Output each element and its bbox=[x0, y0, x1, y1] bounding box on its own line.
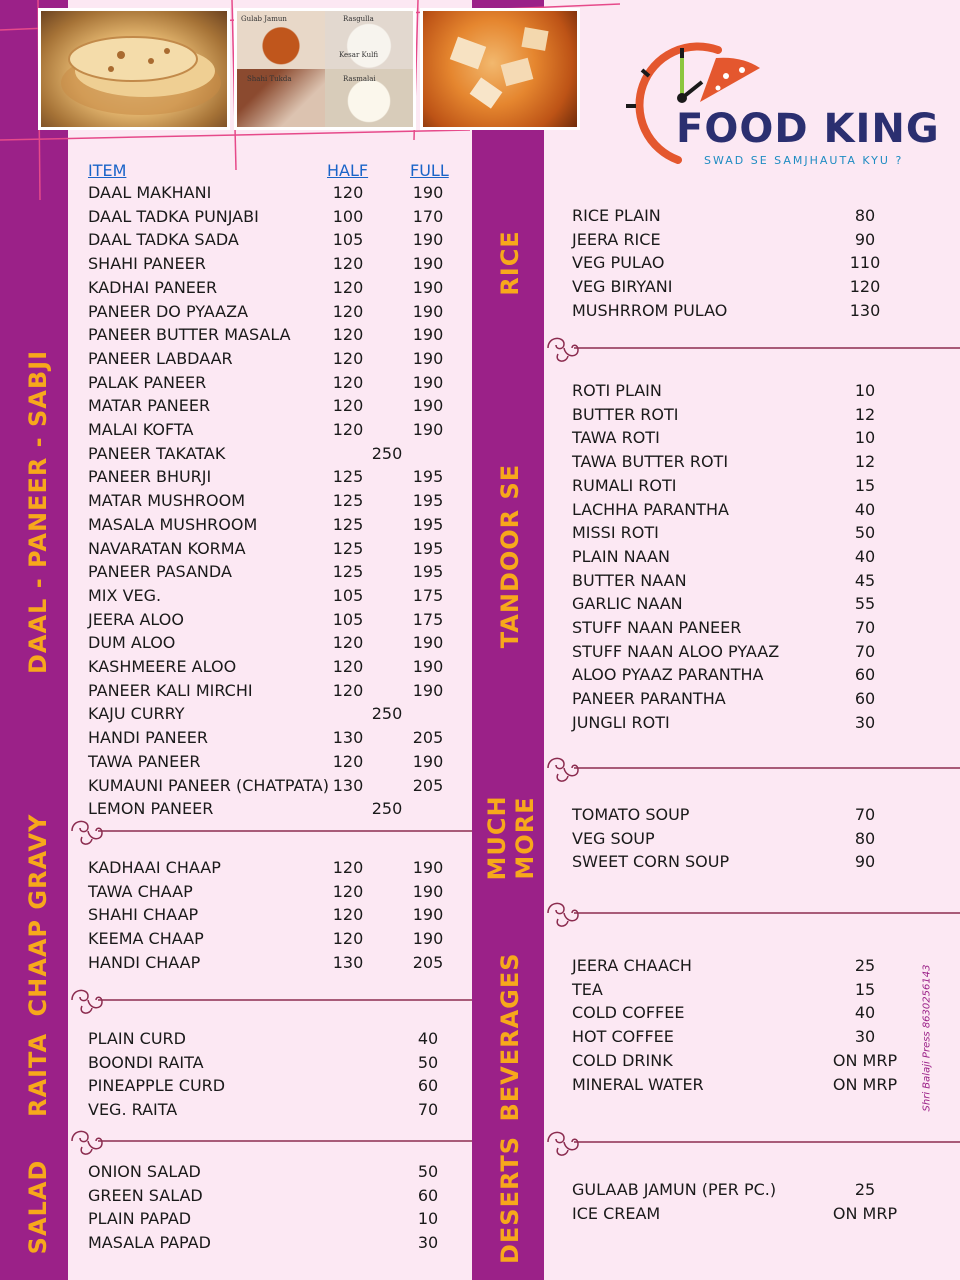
item-name: PANEER BUTTER MASALA bbox=[88, 325, 291, 345]
item-price-full: 60 bbox=[417, 1076, 439, 1096]
item-name: MUSHRROM PULAO bbox=[572, 300, 728, 320]
item-price: 25 bbox=[854, 956, 876, 975]
menu-item-row bbox=[572, 663, 932, 687]
menu-item-row bbox=[88, 465, 468, 489]
item-name: SWEET CORN SOUP bbox=[572, 852, 730, 872]
menu-item-row bbox=[88, 631, 468, 655]
item-price-half: 120 bbox=[332, 929, 364, 949]
item-price-full: 190 bbox=[412, 633, 444, 653]
item-price-full: 205 bbox=[412, 952, 444, 972]
menu-item-row bbox=[88, 726, 468, 750]
menu-item-row bbox=[88, 371, 468, 395]
section-label-rice: RICE bbox=[496, 230, 524, 296]
item-name: GULAAB JAMUN (PER PC.) bbox=[572, 1180, 777, 1199]
item-price: 40 bbox=[854, 499, 876, 519]
menu-item-row bbox=[88, 489, 468, 513]
item-name: PLAIN CURD bbox=[88, 1029, 186, 1048]
item-price: 90 bbox=[854, 852, 876, 872]
menu-item-row bbox=[88, 347, 468, 371]
item-name: VEG BIRYANI bbox=[572, 277, 673, 297]
swirl-ornament-icon bbox=[72, 1131, 102, 1154]
menu-item-row bbox=[572, 450, 932, 474]
item-price-half: 120 bbox=[332, 881, 364, 901]
item-price-half: 125 bbox=[332, 491, 364, 511]
item-name: KEEMA CHAAP bbox=[88, 929, 204, 949]
swirl-ornament-icon bbox=[72, 821, 102, 844]
menu-item-row bbox=[88, 228, 468, 252]
item-price: 25 bbox=[854, 1180, 876, 1199]
item-price-full: 170 bbox=[412, 206, 444, 226]
item-price-half: 105 bbox=[332, 585, 364, 605]
swirl-ornament-icon bbox=[548, 903, 578, 926]
menu-item-row bbox=[88, 880, 468, 904]
item-price: 15 bbox=[854, 475, 876, 495]
item-name: STUFF NAAN PANEER bbox=[572, 618, 742, 637]
menu-item-row bbox=[88, 702, 468, 726]
menu-item-row bbox=[572, 474, 932, 498]
item-price: 55 bbox=[854, 594, 876, 614]
menu-item-row bbox=[572, 299, 932, 323]
item-name: COLD DRINK bbox=[572, 1050, 673, 1070]
menu-item-row bbox=[572, 569, 932, 593]
item-price-half: 130 bbox=[332, 775, 364, 795]
item-price-half: 120 bbox=[332, 396, 364, 416]
item-name: BUTTER NAAN bbox=[572, 570, 687, 590]
item-price-half: 120 bbox=[332, 420, 364, 439]
item-price-full: 190 bbox=[412, 372, 444, 392]
item-price: 70 bbox=[854, 618, 876, 637]
item-name: ONION SALAD bbox=[88, 1162, 201, 1181]
item-name: MISSI ROTI bbox=[572, 523, 659, 543]
section-label-chaap-gravy: CHAAP GRAVY bbox=[24, 813, 52, 1017]
item-name: VEG SOUP bbox=[572, 828, 655, 848]
item-name: STUFF NAAN ALOO PYAAZ bbox=[572, 641, 780, 661]
section-label-salad: SALAD bbox=[24, 1159, 52, 1255]
menu-item-row bbox=[572, 228, 932, 252]
item-price-half: 120 bbox=[332, 680, 364, 700]
item-price: 130 bbox=[849, 300, 881, 320]
item-name: TEA bbox=[572, 979, 603, 999]
menu-item-row bbox=[88, 951, 468, 975]
item-name: GARLIC NAAN bbox=[572, 594, 683, 614]
item-price-full: 195 bbox=[412, 538, 444, 558]
section-divider bbox=[68, 1123, 472, 1159]
menu-item-row bbox=[88, 181, 468, 205]
menu-item-row bbox=[572, 204, 932, 228]
item-price: 90 bbox=[854, 229, 876, 249]
item-name: JEERA RICE bbox=[572, 229, 661, 249]
item-name: JEERA ALOO bbox=[88, 609, 184, 629]
item-price-half: 120 bbox=[332, 277, 364, 297]
menu-item-row bbox=[572, 687, 932, 711]
item-price-full: 60 bbox=[417, 1185, 439, 1205]
item-price-half: 120 bbox=[332, 325, 364, 345]
menu-item-row bbox=[572, 1049, 932, 1073]
item-name: SHAHI CHAAP bbox=[88, 905, 199, 925]
item-name: TAWA BUTTER ROTI bbox=[572, 452, 729, 472]
item-price: 12 bbox=[854, 452, 876, 472]
item-price: 110 bbox=[849, 253, 881, 273]
item-name: BUTTER ROTI bbox=[572, 404, 679, 424]
menu-item-row bbox=[572, 275, 932, 299]
photo-caption: Shahi Tukda bbox=[247, 75, 292, 83]
item-name: TOMATO SOUP bbox=[572, 805, 690, 824]
photo-caption: Gulab Jamun bbox=[241, 15, 287, 23]
item-name: KUMAUNI PANEER (CHATPATA) bbox=[88, 775, 329, 795]
item-price-half: 125 bbox=[332, 467, 364, 487]
item-price-half: 120 bbox=[332, 633, 364, 653]
item-price: 80 bbox=[854, 206, 876, 225]
brand-tagline: SWAD SE SAMJHAUTA KYU ? bbox=[704, 154, 904, 167]
menu-item-row bbox=[88, 1051, 468, 1075]
menu-item-row bbox=[88, 679, 468, 703]
item-name: PANEER PARANTHA bbox=[572, 689, 726, 709]
section-divider bbox=[68, 813, 472, 849]
item-name: RICE PLAIN bbox=[572, 206, 661, 225]
item-name: KADHAI PANEER bbox=[88, 277, 218, 297]
swirl-ornament-icon bbox=[548, 758, 578, 781]
item-price: 45 bbox=[854, 570, 876, 590]
column-header-item: ITEM bbox=[88, 161, 127, 180]
sweets-collage-photo bbox=[234, 8, 416, 130]
item-price-half: 100 bbox=[332, 206, 364, 226]
item-name: TAWA PANEER bbox=[88, 751, 201, 771]
item-name: LACHHA PARANTHA bbox=[572, 499, 729, 519]
brand-name: FOOD KING bbox=[676, 106, 940, 152]
item-name: ROTI PLAIN bbox=[572, 381, 662, 400]
menu-item-row bbox=[88, 608, 468, 632]
menu-item-row bbox=[88, 537, 468, 561]
menu-item-row bbox=[88, 1098, 468, 1122]
item-name: SHAHI PANEER bbox=[88, 254, 206, 274]
item-name: BOONDI RAITA bbox=[88, 1052, 204, 1072]
item-price-half: 120 bbox=[332, 657, 364, 676]
item-price-full: 190 bbox=[412, 277, 444, 297]
photo-caption: Rasmalai bbox=[343, 75, 376, 83]
item-price-half: 120 bbox=[332, 905, 364, 925]
item-name: JUNGLI ROTI bbox=[572, 712, 670, 732]
item-price: 30 bbox=[854, 712, 876, 732]
item-name: GREEN SALAD bbox=[88, 1185, 203, 1205]
item-name: KADHAAI CHAAP bbox=[88, 858, 221, 877]
menu-item-row bbox=[572, 640, 932, 664]
menu-item-row bbox=[88, 276, 468, 300]
menu-item-row bbox=[572, 251, 932, 275]
menu-item-row bbox=[572, 978, 932, 1002]
item-price: 70 bbox=[854, 641, 876, 661]
item-price-full: 190 bbox=[412, 183, 444, 202]
item-price-half: 105 bbox=[332, 609, 364, 629]
item-price: 10 bbox=[854, 381, 876, 400]
section-divider bbox=[544, 895, 960, 931]
item-price-half: 125 bbox=[332, 514, 364, 534]
item-price: 250 bbox=[371, 704, 403, 724]
item-name: DAAL TADKA SADA bbox=[88, 230, 239, 250]
item-name: MINERAL WATER bbox=[572, 1074, 704, 1094]
menu-item-row bbox=[572, 545, 932, 569]
menu-item-row bbox=[572, 1073, 932, 1097]
item-price-half: 105 bbox=[332, 230, 364, 250]
item-price: ON MRP bbox=[832, 1074, 898, 1094]
photo-caption: Rasgulla bbox=[343, 15, 374, 23]
menu-item-row bbox=[572, 803, 932, 827]
swirl-ornament-icon bbox=[548, 338, 578, 361]
menu-item-row bbox=[88, 252, 468, 276]
item-price: 30 bbox=[854, 1027, 876, 1047]
menu-item-row bbox=[572, 711, 932, 735]
item-price: 250 bbox=[371, 443, 403, 463]
item-price: 60 bbox=[854, 665, 876, 685]
item-name: MATAR PANEER bbox=[88, 396, 211, 416]
item-price: 40 bbox=[854, 546, 876, 566]
menu-item-row bbox=[88, 394, 468, 418]
item-name: HOT COFFEE bbox=[572, 1027, 674, 1047]
item-price-full: 205 bbox=[412, 775, 444, 795]
item-price-full: 175 bbox=[412, 585, 444, 605]
item-price-full: 195 bbox=[412, 467, 444, 487]
item-price-full: 30 bbox=[417, 1233, 439, 1253]
menu-item-row bbox=[88, 856, 468, 880]
section-label-daal-paneer-sabji: DAAL - PANEER - SABJI bbox=[24, 349, 52, 675]
section-label-much: MUCH bbox=[483, 795, 511, 881]
item-name: PINEAPPLE CURD bbox=[88, 1076, 226, 1096]
section-divider bbox=[544, 330, 960, 366]
item-name: HANDI CHAAP bbox=[88, 952, 201, 972]
swirl-ornament-icon bbox=[548, 1132, 578, 1155]
menu-item-row bbox=[572, 403, 932, 427]
item-price: 80 bbox=[854, 828, 876, 848]
item-name: LEMON PANEER bbox=[88, 799, 214, 819]
item-price-full: 190 bbox=[412, 396, 444, 416]
item-price-full: 70 bbox=[417, 1100, 439, 1120]
menu-item-row bbox=[572, 1025, 932, 1049]
item-price: 250 bbox=[371, 799, 403, 819]
item-name: PANEER DO PYAAZA bbox=[88, 301, 249, 321]
menu-item-row bbox=[572, 1202, 932, 1226]
item-price-full: 190 bbox=[412, 751, 444, 771]
menu-item-row bbox=[88, 1184, 468, 1208]
item-price: 10 bbox=[854, 428, 876, 448]
item-price-full: 190 bbox=[412, 301, 444, 321]
menu-item-row bbox=[572, 379, 932, 403]
menu-item-row bbox=[88, 774, 468, 798]
item-name: KASHMEERE ALOO bbox=[88, 657, 237, 676]
section-divider bbox=[544, 750, 960, 786]
item-name: PANEER LABDAAR bbox=[88, 348, 233, 368]
swirl-ornament-icon bbox=[72, 990, 102, 1013]
item-price-half: 125 bbox=[332, 562, 364, 582]
menu-item-row bbox=[88, 300, 468, 324]
naan-photo bbox=[38, 8, 230, 130]
item-price: ON MRP bbox=[832, 1050, 898, 1070]
item-price-full: 40 bbox=[417, 1029, 439, 1048]
item-price-half: 120 bbox=[332, 183, 364, 202]
menu-item-row bbox=[88, 205, 468, 229]
item-price-full: 190 bbox=[412, 905, 444, 925]
menu-item-row bbox=[88, 442, 468, 466]
item-price-full: 10 bbox=[417, 1209, 439, 1229]
menu-item-row bbox=[88, 1231, 468, 1255]
item-price-full: 190 bbox=[412, 420, 444, 439]
item-price-half: 120 bbox=[332, 301, 364, 321]
item-name: VEG. RAITA bbox=[88, 1100, 178, 1120]
item-price-full: 190 bbox=[412, 348, 444, 368]
item-name: PANEER PASANDA bbox=[88, 562, 232, 582]
menu-item-row bbox=[572, 954, 932, 978]
item-price: 120 bbox=[849, 277, 881, 297]
menu-item-row bbox=[88, 903, 468, 927]
item-name: PLAIN NAAN bbox=[572, 546, 670, 566]
section-divider bbox=[544, 1124, 960, 1160]
item-name: MALAI KOFTA bbox=[88, 420, 194, 439]
item-name: JEERA CHAACH bbox=[572, 956, 692, 975]
item-price-half: 120 bbox=[332, 254, 364, 274]
menu-item-row bbox=[88, 418, 468, 442]
item-price-full: 190 bbox=[412, 881, 444, 901]
item-name: DUM ALOO bbox=[88, 633, 176, 653]
menu-item-row bbox=[572, 426, 932, 450]
item-price-full: 190 bbox=[412, 929, 444, 949]
item-name: COLD COFFEE bbox=[572, 1003, 685, 1023]
section-divider bbox=[68, 982, 472, 1018]
section-label-deserts: DESERTS bbox=[496, 1135, 524, 1265]
item-price-full: 195 bbox=[412, 514, 444, 534]
item-price-half: 120 bbox=[332, 372, 364, 392]
item-price: 40 bbox=[854, 1003, 876, 1023]
item-name: MASALA MUSHROOM bbox=[88, 514, 258, 534]
item-name: HANDI PANEER bbox=[88, 728, 208, 748]
menu-item-row bbox=[572, 827, 932, 851]
menu-item-row bbox=[572, 850, 932, 874]
item-price: 50 bbox=[854, 523, 876, 543]
column-header-half: HALF bbox=[327, 161, 369, 180]
menu-item-row bbox=[88, 1027, 468, 1051]
item-price: ON MRP bbox=[832, 1203, 898, 1223]
menu-item-row bbox=[88, 1160, 468, 1184]
item-name: ALOO PYAAZ PARANTHA bbox=[572, 665, 764, 685]
item-name: PANEER TAKATAK bbox=[88, 443, 226, 463]
menu-item-row bbox=[572, 498, 932, 522]
item-name: PANEER BHURJI bbox=[88, 467, 212, 487]
item-name: TAWA CHAAP bbox=[88, 881, 193, 901]
menu-item-row bbox=[88, 584, 468, 608]
item-name: ICE CREAM bbox=[572, 1203, 661, 1223]
item-name: DAAL TADKA PUNJABI bbox=[88, 206, 259, 226]
item-price-full: 190 bbox=[412, 230, 444, 250]
item-price-full: 50 bbox=[417, 1162, 439, 1181]
menu-item-row bbox=[88, 513, 468, 537]
section-label-raita: RAITA bbox=[24, 1032, 52, 1118]
item-price-full: 50 bbox=[417, 1052, 439, 1072]
item-price-full: 190 bbox=[412, 657, 444, 676]
item-price-half: 125 bbox=[332, 538, 364, 558]
item-name: NAVARATAN KORMA bbox=[88, 538, 246, 558]
item-price-half: 120 bbox=[332, 751, 364, 771]
item-name: TAWA ROTI bbox=[572, 428, 660, 448]
section-label-beverages: BEVERAGES bbox=[496, 952, 524, 1122]
item-name: KAJU CURRY bbox=[88, 704, 185, 724]
item-name: PLAIN PAPAD bbox=[88, 1209, 192, 1229]
menu-item-row bbox=[88, 927, 468, 951]
item-price-half: 120 bbox=[332, 858, 364, 877]
item-price-full: 195 bbox=[412, 491, 444, 511]
item-price-half: 130 bbox=[332, 728, 364, 748]
menu-item-row bbox=[88, 1207, 468, 1231]
item-name: RUMALI ROTI bbox=[572, 475, 677, 495]
photo-caption: Kesar Kulfi bbox=[339, 51, 379, 59]
item-price-half: 120 bbox=[332, 348, 364, 368]
item-price: 15 bbox=[854, 979, 876, 999]
item-name: MIX VEG. bbox=[88, 585, 162, 605]
menu-item-row bbox=[572, 592, 932, 616]
menu-item-row bbox=[88, 1074, 468, 1098]
item-price-full: 190 bbox=[412, 325, 444, 345]
item-price-half: 130 bbox=[332, 952, 364, 972]
menu-item-row bbox=[572, 1178, 932, 1202]
item-price-full: 190 bbox=[412, 680, 444, 700]
column-header-full: FULL bbox=[410, 161, 449, 180]
item-name: VEG PULAO bbox=[572, 253, 665, 273]
item-price-full: 190 bbox=[412, 254, 444, 274]
menu-item-row bbox=[88, 655, 468, 679]
menu-item-row bbox=[88, 560, 468, 584]
item-price-full: 175 bbox=[412, 609, 444, 629]
press-credit: Shri Balaji Press 8630256143 bbox=[921, 964, 933, 1112]
menu-item-row bbox=[572, 1001, 932, 1025]
section-label-more: MORE bbox=[511, 796, 539, 880]
item-price: 12 bbox=[854, 404, 876, 424]
item-price: 60 bbox=[854, 689, 876, 709]
menu-item-row bbox=[88, 750, 468, 774]
item-name: MATAR MUSHROOM bbox=[88, 491, 245, 511]
curry-photo bbox=[420, 8, 580, 130]
menu-item-row bbox=[572, 521, 932, 545]
menu-item-row bbox=[88, 323, 468, 347]
item-name: PALAK PANEER bbox=[88, 372, 207, 392]
item-name: DAAL MAKHANI bbox=[88, 183, 212, 202]
item-price: 70 bbox=[854, 805, 876, 824]
item-price-full: 190 bbox=[412, 858, 444, 877]
item-price-full: 205 bbox=[412, 728, 444, 748]
item-name: PANEER KALI MIRCHI bbox=[88, 680, 253, 700]
item-price-full: 195 bbox=[412, 562, 444, 582]
item-name: MASALA PAPAD bbox=[88, 1233, 211, 1253]
section-label-tandoor-se: TANDOOR SE bbox=[496, 463, 524, 649]
menu-item-row bbox=[572, 616, 932, 640]
